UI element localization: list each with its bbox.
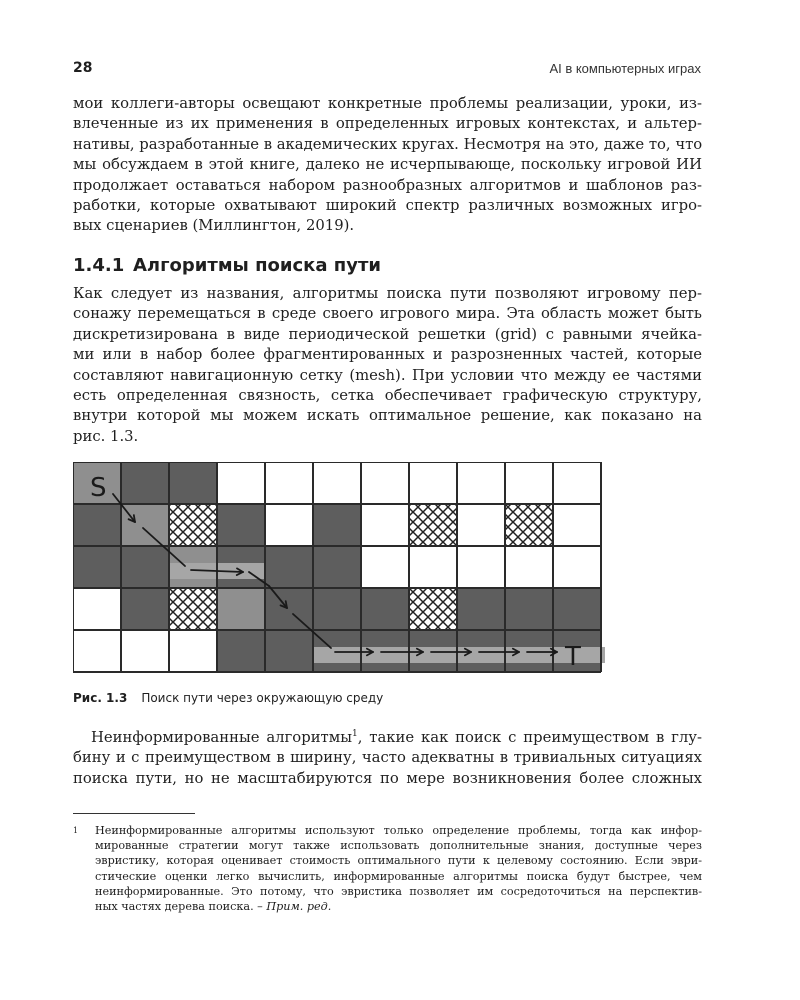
grid-cell xyxy=(361,588,409,630)
grid-cell xyxy=(265,462,313,504)
grid-cell xyxy=(409,462,457,504)
grid-cell xyxy=(457,546,505,588)
grid-cell xyxy=(505,546,553,588)
pathfinding-grid-figure xyxy=(73,462,605,676)
target-label: T xyxy=(565,642,581,672)
paragraph-1 xyxy=(73,94,702,237)
grid-cell xyxy=(553,546,601,588)
text-line: рис. 1.3. xyxy=(73,427,139,445)
grid-cell xyxy=(73,630,121,672)
text-line: нативы, разработанные в академических кругах. Несмотря на это, даже то, что xyxy=(73,135,703,153)
grid-cell xyxy=(169,504,217,546)
text-line: Как следует из названия, алгоритмы поиска пути позволяют игровому пер- xyxy=(73,285,702,302)
grid-cell xyxy=(457,588,505,630)
footnote-line: эвристику, которая оценивает стоимость оптимального пути к целевому состоянию. Если эври- xyxy=(95,854,702,868)
section-number: 1.4.1 xyxy=(73,255,125,276)
grid-cell xyxy=(313,546,361,588)
text-fragment: ных частях дерева поиска. – xyxy=(95,900,263,914)
grid-cell xyxy=(265,588,313,630)
text-line xyxy=(73,728,702,748)
text-line: сонажу перемещаться в среде своего игрового мира. Эта область может быть xyxy=(73,305,702,323)
section-title: Алгоритмы поиска пути xyxy=(133,255,382,276)
grid-cell xyxy=(121,462,169,504)
grid-cell xyxy=(361,504,409,546)
grid-cell xyxy=(409,588,457,630)
grid-cell xyxy=(169,462,217,504)
text-line: составляют навигационную сетку (mesh). При условии что между ее частями xyxy=(73,366,702,384)
grid-cell xyxy=(505,588,553,630)
start-label: S xyxy=(90,473,107,503)
paragraph-3 xyxy=(73,728,702,789)
grid-cell xyxy=(505,504,553,546)
footnote-line: мированные стратегии могут также использовать дополнительные знания, доступные через xyxy=(95,839,702,853)
text-line: поиска пути, но не масштабируются по мере возникновения более сложных xyxy=(73,769,702,787)
grid-cell xyxy=(121,630,169,672)
text-line: продолжает оставаться набором разнообразных алгоритмов и шаблонов раз- xyxy=(73,176,702,194)
grid-cell xyxy=(553,504,601,546)
grid-cell xyxy=(361,462,409,504)
grid-cell xyxy=(73,546,121,588)
text-fragment: , такие как поиск с преимуществом в глу- xyxy=(357,729,702,746)
footnote-line: неинформированные. Это потому, что эвристика позволяет им сосредоточиться на перспектив- xyxy=(95,884,702,898)
text-line: бину и с преимуществом в ширину, часто адекватны в тривиальных ситуациях xyxy=(73,749,702,767)
text-line: дискретизирована в виде периодической решетки (grid) с равными ячейка- xyxy=(73,325,702,343)
page-number: 28 xyxy=(73,60,93,76)
running-head: AI в компьютерных играх xyxy=(549,61,701,76)
text-line: работки, которые охватывают широкий спектр различных возможных игро- xyxy=(73,197,702,215)
text-fragment: Неинформированные алгоритмы xyxy=(91,729,353,746)
text-line: влеченные из их применения в определенных игровых контекстах, и альтер- xyxy=(73,115,702,133)
path-highlight xyxy=(313,647,605,663)
text-line: внутри которой мы можем искать оптимальное решение, как показано на xyxy=(73,407,702,425)
footnote-line: стические оценки легко вычислить, информированные алгоритмы поиска будут быстрее, чем xyxy=(95,869,702,883)
grid-cell xyxy=(217,630,265,672)
figure-caption-label: Рис. 1.3 xyxy=(73,691,128,705)
footnote-mark: 1 xyxy=(73,826,79,835)
text-line: мы обсуждаем в этой книге, далеко не исчерпывающе, поскольку игровой ИИ xyxy=(73,156,702,174)
grid-cell xyxy=(121,504,169,546)
path-segment xyxy=(134,515,135,522)
grid-cell xyxy=(265,630,313,672)
text-line: вых сценариев (Миллингтон, 2019). xyxy=(73,217,355,235)
grid-cell xyxy=(169,630,217,672)
grid-cell xyxy=(217,588,265,630)
footnote-divider xyxy=(73,813,195,814)
figure-caption xyxy=(73,691,383,705)
grid-cell xyxy=(457,504,505,546)
grid-cell xyxy=(409,546,457,588)
footnote-line xyxy=(73,899,702,914)
grid-cell xyxy=(313,504,361,546)
grid-cell xyxy=(121,588,169,630)
grid-cell xyxy=(409,504,457,546)
grid-cell xyxy=(313,462,361,504)
grid-cell xyxy=(265,546,313,588)
grid-cell xyxy=(73,588,121,630)
section-heading xyxy=(73,255,381,276)
text-line: мои коллеги-авторы освещают конкретные проблемы реализации, уроки, из- xyxy=(73,95,702,112)
text-line: ми или в набор более фрагментированных и разрозненных частей, которые xyxy=(73,346,702,364)
grid-cell xyxy=(73,504,121,546)
paragraph-2 xyxy=(73,284,702,447)
grid-cell xyxy=(313,588,361,630)
grid-cells xyxy=(73,462,601,672)
footnote xyxy=(73,823,702,914)
grid-cell xyxy=(553,462,601,504)
grid-cell xyxy=(265,504,313,546)
footnote-reference[interactable]: 1 xyxy=(352,729,358,740)
grid-cell xyxy=(457,462,505,504)
grid-cell xyxy=(505,462,553,504)
grid-cell xyxy=(121,546,169,588)
grid-cell xyxy=(361,546,409,588)
editor-note: Прим. ред. xyxy=(266,900,332,914)
path-segment xyxy=(286,601,287,608)
grid-cell xyxy=(217,504,265,546)
grid-cell xyxy=(553,588,601,630)
grid-cell xyxy=(169,588,217,630)
grid-cell xyxy=(217,462,265,504)
figure-caption-text: Поиск пути через окружающую среду xyxy=(141,691,384,705)
footnote-line: Неинформированные алгоритмы используют только определение проблемы, тогда как инфор- xyxy=(95,824,702,837)
text-line: есть определенная связность, сетка обеспечивает графическую структуру, xyxy=(73,387,702,405)
